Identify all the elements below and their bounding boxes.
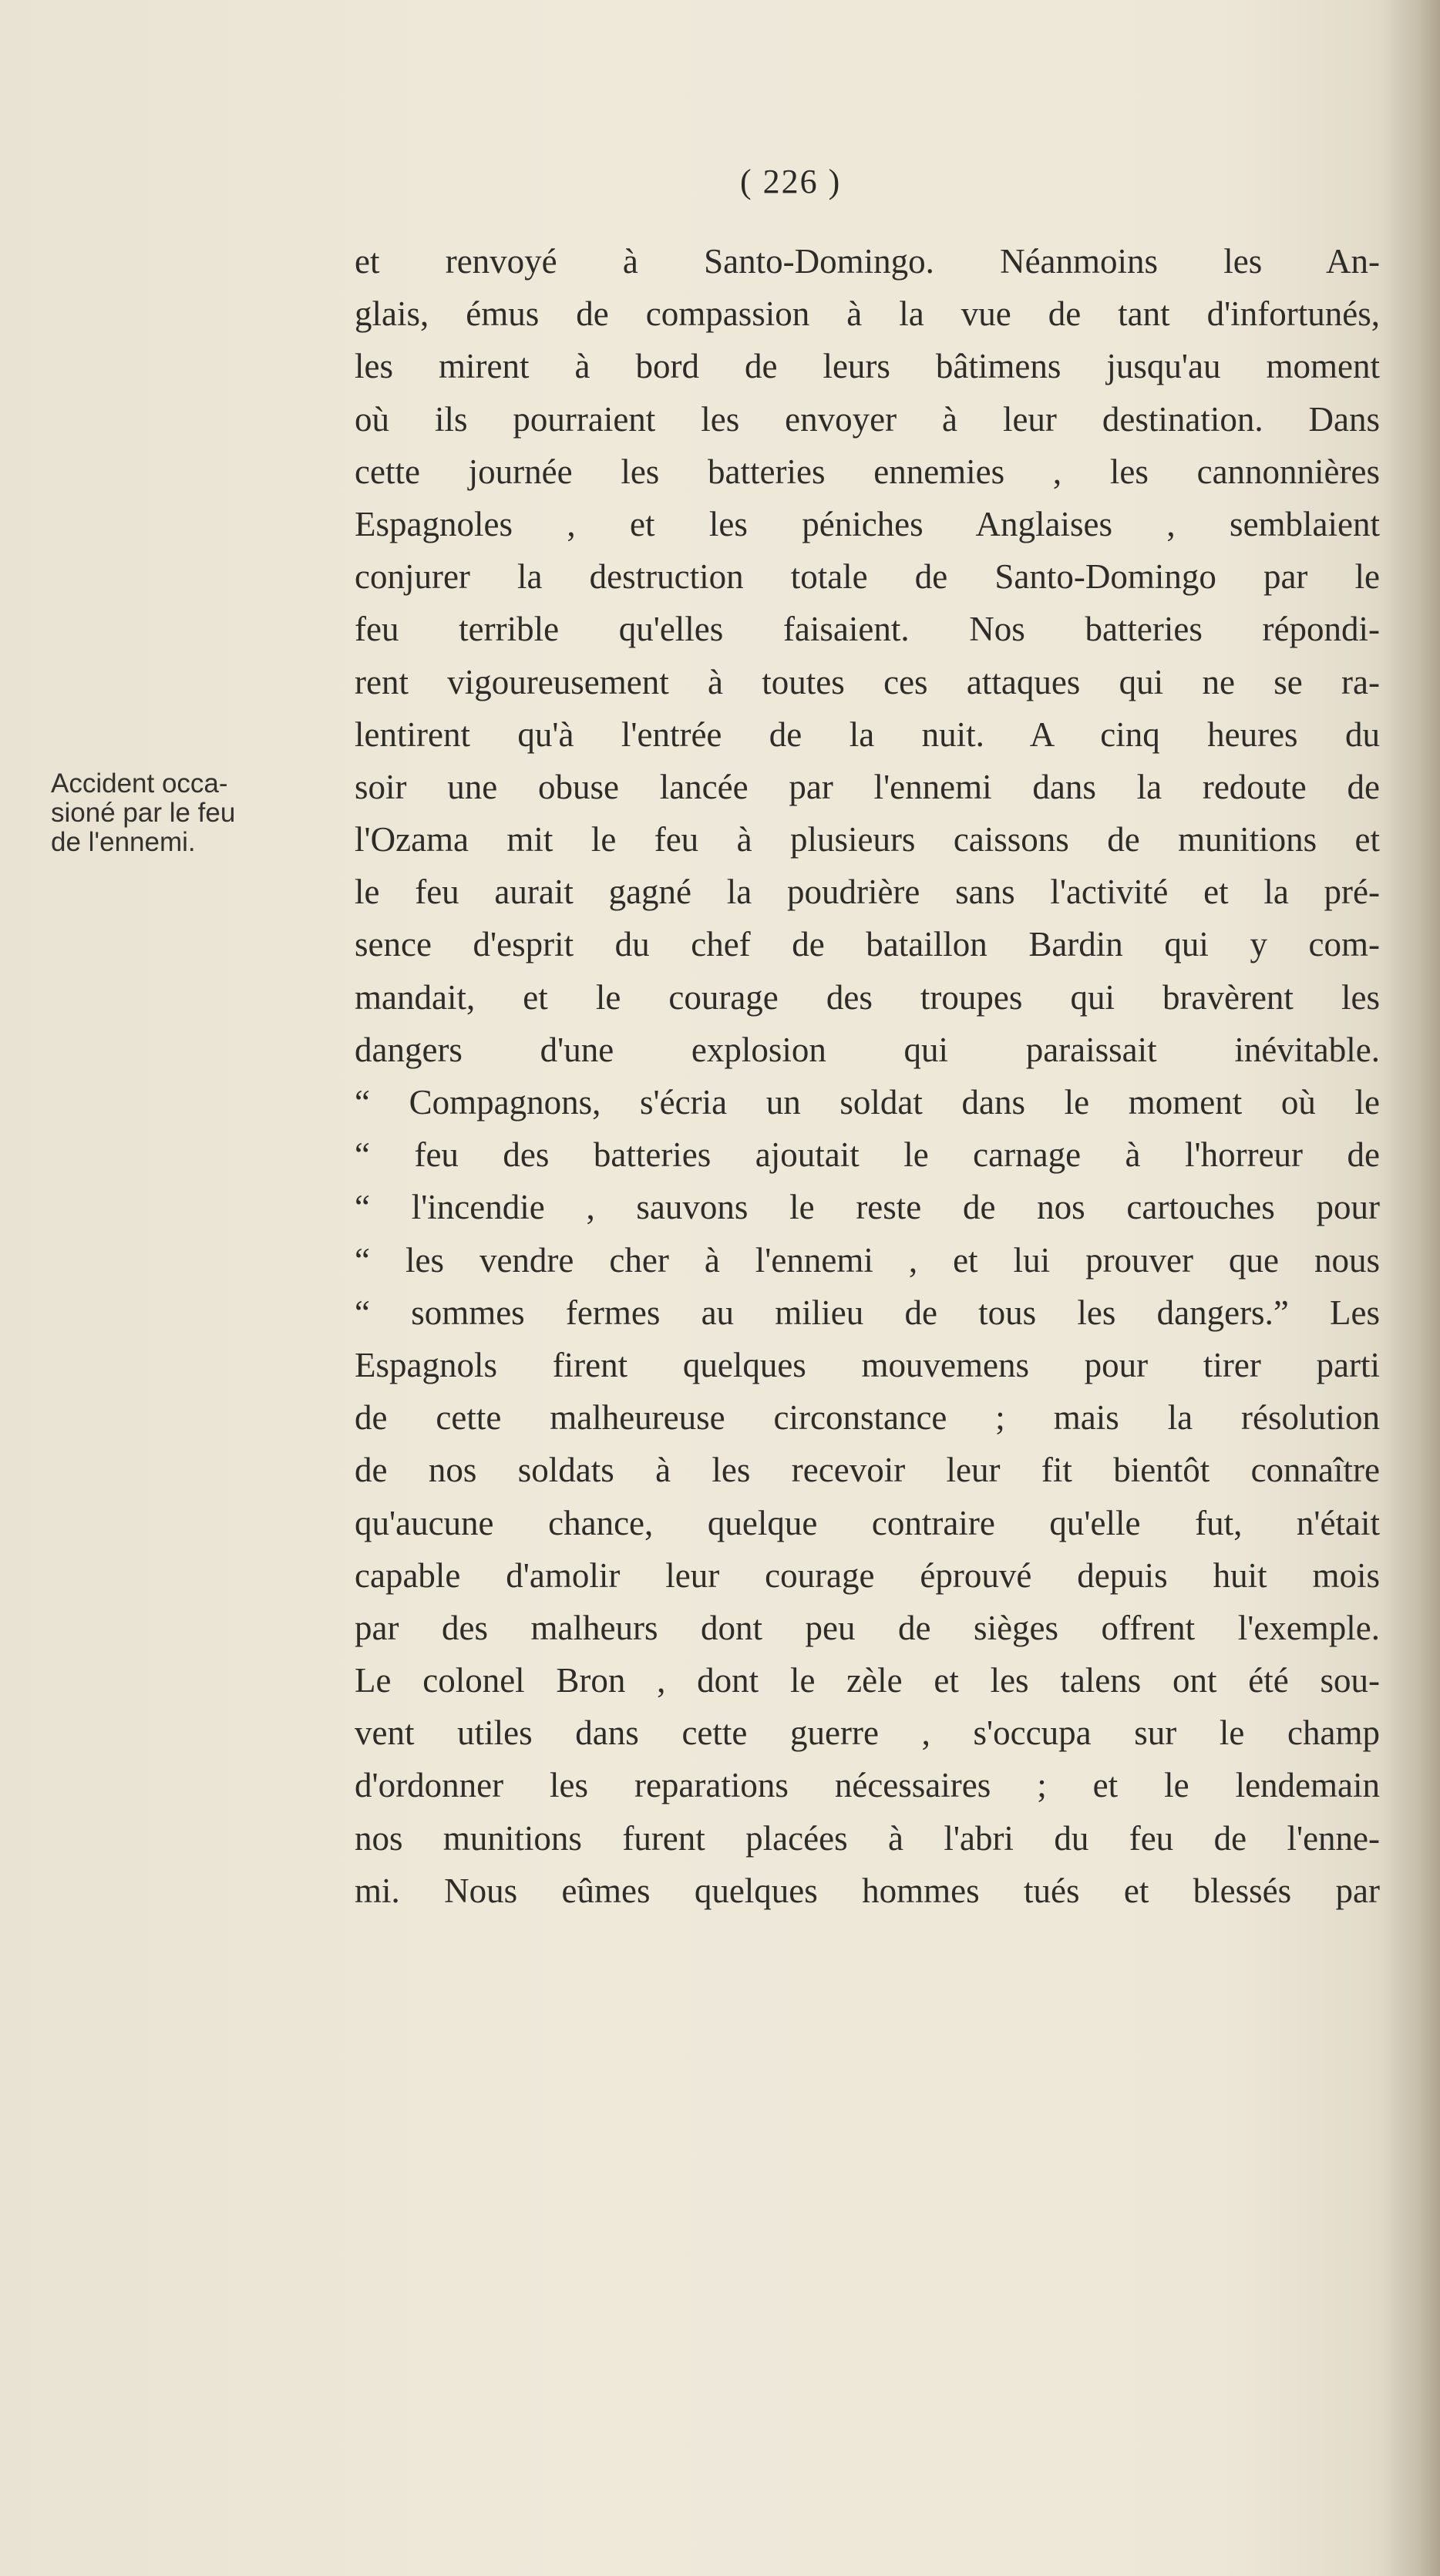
margin-note	[51, 769, 328, 857]
text-line: feu terrible qu'elles faisaient. Nos batteries répondi-	[355, 610, 1380, 649]
text-line: mi. Nous eûmes quelques hommes tués et blessés par	[355, 1871, 1380, 1910]
text-line: “ les vendre cher à l'ennemi , et lui prouver que nous	[355, 1240, 1380, 1280]
text-line: de cette malheureuse circonstance ; mais la résolution	[355, 1398, 1380, 1438]
text-line: nos munitions furent placées à l'abri du feu de l'enne-	[355, 1818, 1380, 1858]
text-line: l'Ozama mit le feu à plusieurs caissons de munitions et	[355, 820, 1380, 859]
text-line: les mirent à bord de leurs bâtimens jusqu'au moment	[355, 347, 1380, 386]
text-line: conjurer la destruction totale de Santo-Domingo par le	[355, 557, 1380, 597]
text-line: “ Compagnons, s'écria un soldat dans le moment où le	[355, 1083, 1380, 1122]
text-line: qu'aucune chance, quelque contraire qu'elle fut, n'était	[355, 1503, 1380, 1542]
text-line: dangers d'une explosion qui paraissait inévitable.	[355, 1030, 1380, 1069]
text-line: de nos soldats à les recevoir leur fit bientôt connaître	[355, 1451, 1380, 1490]
text-line: “ l'incendie , sauvons le reste de nos cartouches pour	[355, 1188, 1380, 1227]
text-line: rent vigoureusement à toutes ces attaques qui ne se ra-	[355, 662, 1380, 701]
text-line: d'ordonner les reparations nécessaires ; et le lendemain	[355, 1766, 1380, 1805]
page-number: ( 226 )	[740, 163, 842, 200]
margin-note-line: de l'ennemi.	[51, 827, 196, 857]
text-line: cette journée les batteries ennemies , les cannonnières	[355, 452, 1380, 491]
text-line: “ sommes fermes au milieu de tous les dangers.” Les	[355, 1293, 1380, 1332]
text-line: Le colonel Bron , dont le zèle et les talens ont été sou-	[355, 1661, 1380, 1700]
text-line: soir une obuse lancée par l'ennemi dans la redoute de	[355, 767, 1380, 806]
text-line: mandait, et le courage des troupes qui bravèrent les	[355, 977, 1380, 1017]
text-line: le feu aurait gagné la poudrière sans l'activité et la pré-	[355, 873, 1380, 912]
page-edge-shadow	[1386, 0, 1440, 2576]
text-line: lentirent qu'à l'entrée de la nuit. A cinq heures du	[355, 715, 1380, 754]
text-line: “ feu des batteries ajoutait le carnage à l'horreur de	[355, 1135, 1380, 1175]
text-line: Espagnoles , et les péniches Anglaises , semblaient	[355, 504, 1380, 543]
body-text	[355, 235, 1380, 1917]
text-line: et renvoyé à Santo-Domingo. Néanmoins les An-	[355, 242, 1380, 281]
margin-note-line: Accident occa-	[51, 768, 228, 799]
text-line: Espagnols firent quelques mouvemens pour tirer parti	[355, 1345, 1380, 1384]
text-line: par des malheurs dont peu de sièges offrent l'exemple.	[355, 1608, 1380, 1647]
margin-note-line: sioné par le feu	[51, 798, 236, 828]
text-line: capable d'amolir leur courage éprouvé depuis huit mois	[355, 1555, 1380, 1595]
text-line: glais, émus de compassion à la vue de tant d'infortunés,	[355, 294, 1380, 334]
text-line: sence d'esprit du chef de bataillon Bardin qui y com-	[355, 925, 1380, 964]
text-line: où ils pourraient les envoyer à leur destination. Dans	[355, 399, 1380, 439]
text-line: vent utiles dans cette guerre , s'occupa sur le champ	[355, 1713, 1380, 1753]
